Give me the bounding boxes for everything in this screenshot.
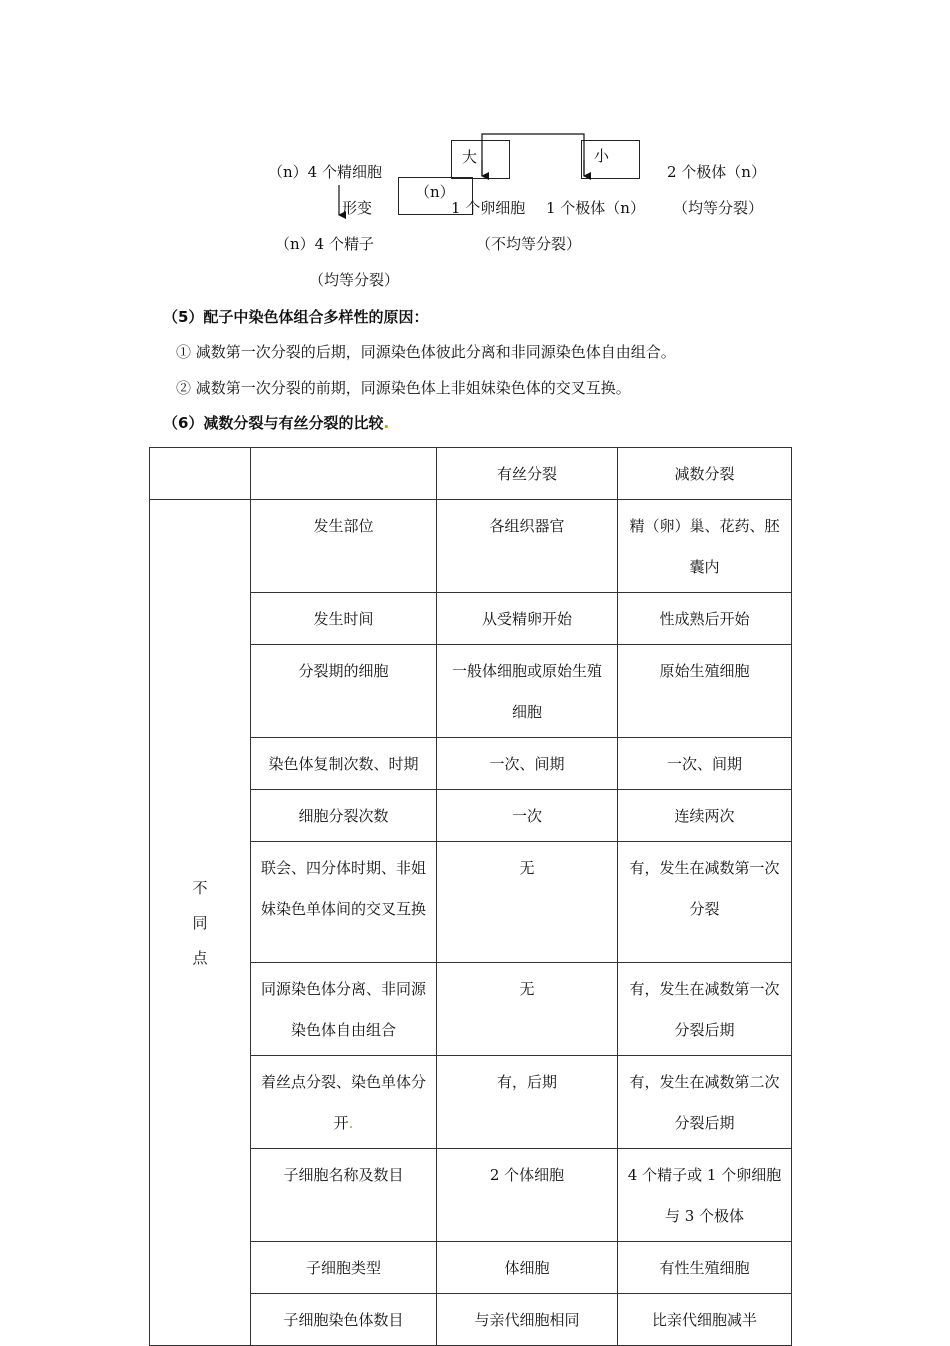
group-label-differences: 不 同 点 [150,500,251,1346]
label-4-sperm-cells: （n）4 个精细胞 [268,163,382,181]
row-meiosis: 有，发生在减数第二次分裂后期 [618,1056,792,1149]
row-mitosis: 无 [437,963,618,1056]
row-mitosis: 一次、间期 [437,738,618,790]
arrow-connector [482,134,584,176]
section6-heading-dot: . [383,414,390,432]
row-mitosis: 各组织器官 [437,500,618,593]
row-meiosis: 精（卵）巢、花药、胚囊内 [618,500,792,593]
row-item: 子细胞类型 [251,1242,437,1294]
row-item: 分裂期的细胞 [251,645,437,738]
label-4-sperm: （n）4 个精子 [275,235,374,253]
label-unequal-division: （不均等分裂） [476,235,582,253]
header-meiosis: 减数分裂 [618,448,792,500]
row-mitosis: 一般体细胞或原始生殖细胞 [437,645,618,738]
section6-heading [163,416,389,431]
row-item: 发生部位 [251,500,437,593]
row-item: 子细胞染色体数目 [251,1294,437,1346]
section5-item-2: ② 减数第一次分裂的前期，同源染色体上非姐妹染色体的交叉互换。 [176,379,631,397]
comparison-table [149,447,792,1346]
row-meiosis: 4 个精子或 1 个卵细胞与 3 个极体 [618,1149,792,1242]
row-mitosis: 与亲代细胞相同 [437,1294,618,1346]
header-mitosis: 有丝分裂 [437,448,618,500]
label-big: 大 [462,148,478,166]
table-header-row [150,448,792,500]
section6-heading-text: （6）减数分裂与有丝分裂的比较 [163,414,384,432]
header-cell [150,448,251,500]
label-equal-division-right: （均等分裂） [673,199,764,217]
row-meiosis: 有，发生在减数第一次分裂 [618,842,792,963]
row-item: 着丝点分裂、染色单体分开. [251,1056,437,1149]
row-mitosis: 无 [437,842,618,963]
row-item: 染色体复制次数、时期 [251,738,437,790]
row-item-dot: . [348,1114,354,1132]
row-mitosis: 2 个体细胞 [437,1149,618,1242]
row-mitosis: 从受精卵开始 [437,593,618,645]
row-item: 子细胞名称及数目 [251,1149,437,1242]
row-item: 同源染色体分离、非同源染色体自由组合 [251,963,437,1056]
row-meiosis: 有性生殖细胞 [618,1242,792,1294]
row-meiosis: 连续两次 [618,790,792,842]
section5-item-1: ① 减数第一次分裂的后期，同源染色体彼此分离和非同源染色体自由组合。 [176,343,676,361]
row-meiosis: 比亲代细胞减半 [618,1294,792,1346]
header-cell [251,448,437,500]
row-mitosis: 一次 [437,790,618,842]
label-1-polar-body: 1 个极体（n） [546,199,645,217]
row-mitosis: 体细胞 [437,1242,618,1294]
section5-heading: （5）配子中染色体组合多样性的原因： [163,308,429,326]
label-2-polar-bodies: 2 个极体（n） [667,163,766,181]
row-item: 发生时间 [251,593,437,645]
table-row [150,500,792,593]
row-meiosis: 性成熟后开始 [618,593,792,645]
row-item: 细胞分裂次数 [251,790,437,842]
label-n: （n） [415,183,455,201]
label-equal-division-left: （均等分裂） [309,271,400,289]
label-small: 小 [594,147,610,165]
row-meiosis: 有，发生在减数第一次分裂后期 [618,963,792,1056]
label-egg-cell: 1 个卵细胞 [451,199,526,217]
row-item: 联会、四分体时期、非姐妹染色单体间的交叉互换 [251,842,437,963]
row-meiosis: 一次、间期 [618,738,792,790]
diagram-arrows [0,0,950,300]
label-transform: 形变 [342,199,373,217]
row-mitosis: 有，后期 [437,1056,618,1149]
row-meiosis: 原始生殖细胞 [618,645,792,738]
